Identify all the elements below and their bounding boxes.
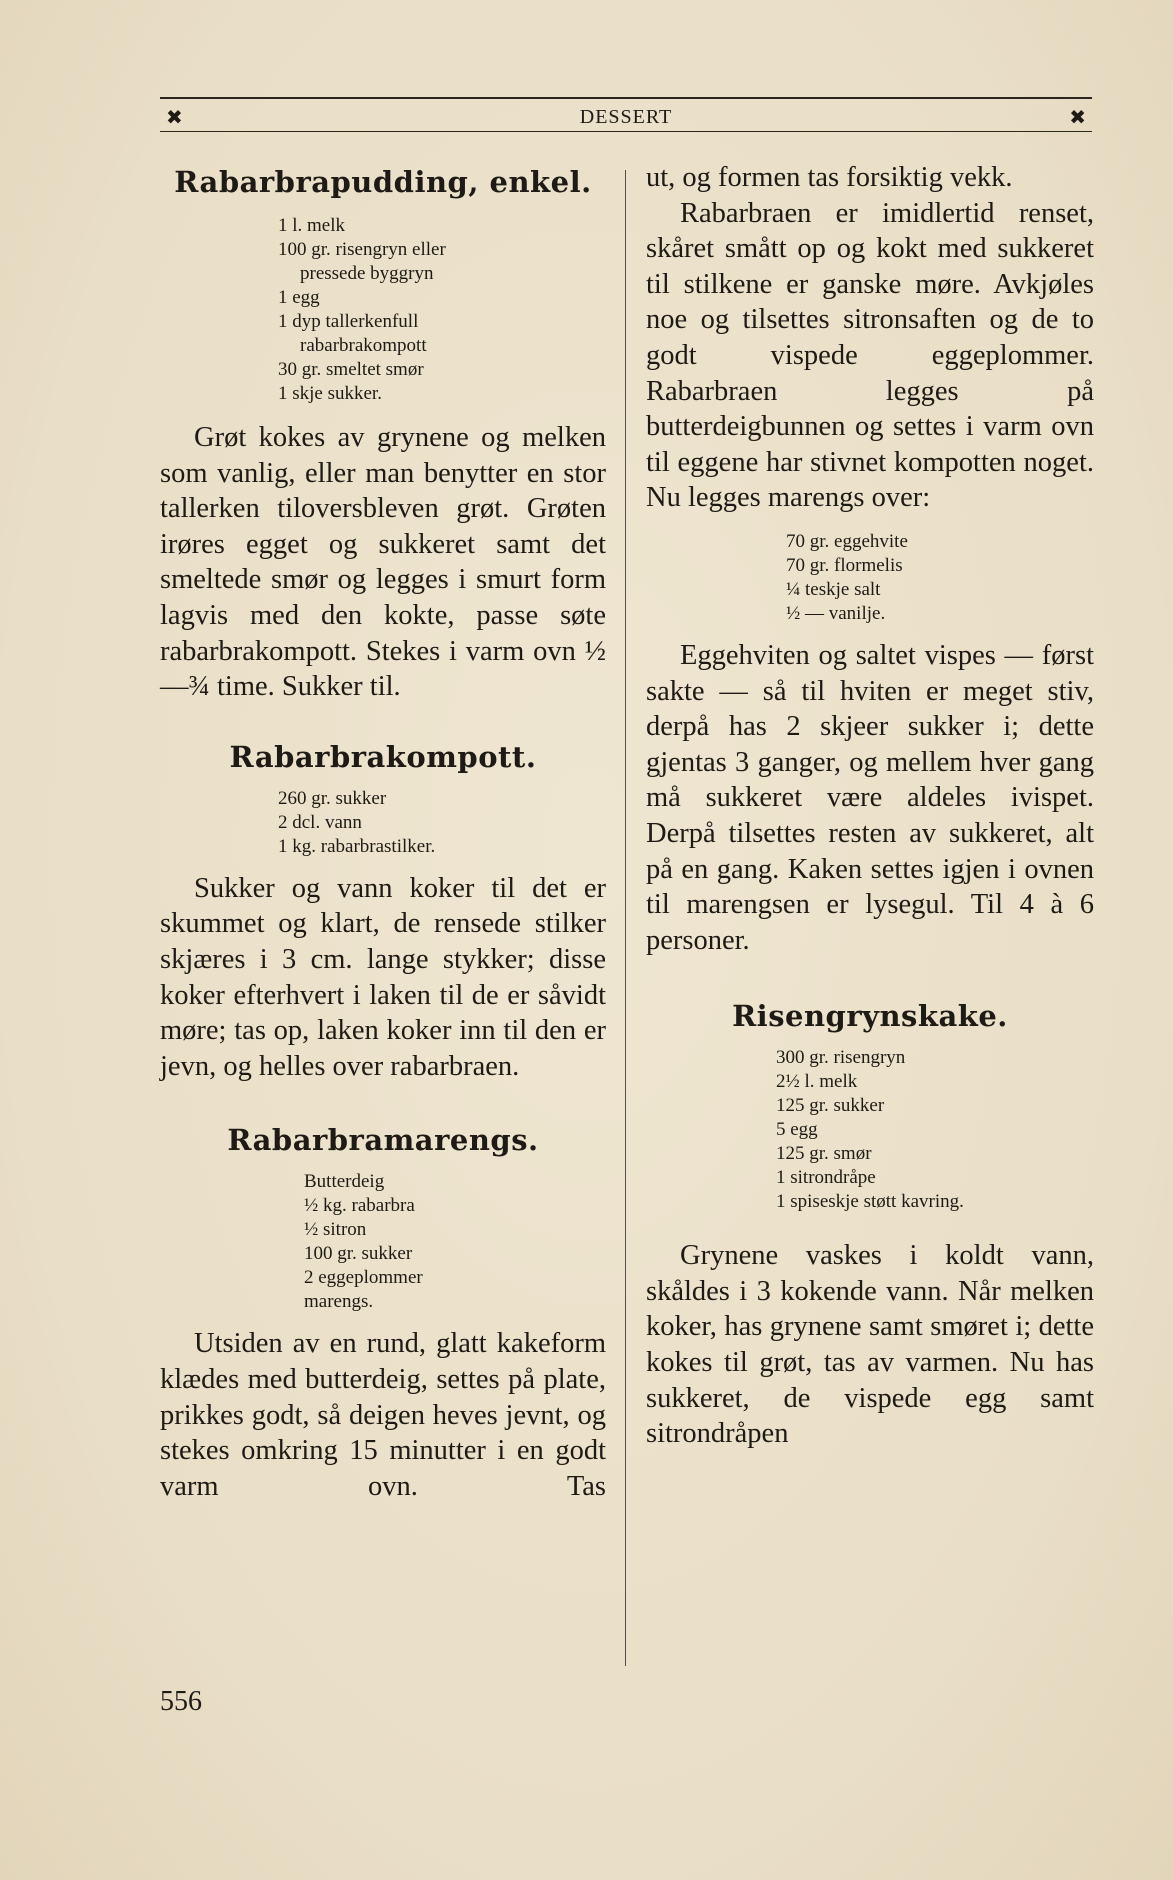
- ingredient: marengs.: [304, 1291, 374, 1313]
- recipe-text: Rabarbraen er imidlertid renset, skåret smått op og kokt med sukkeret til stilkene er ganske møre. Avkjøles noe og tilsettes sitronsaften og de to godt vispede eggeplommer. Rabarbraen legges på butterdeigbunnen og settes i varm ovn til eggene har stivnet kompotten noget. Nu legges marengs over:: [646, 197, 1094, 514]
- ingredient: 2½ l. melk: [776, 1071, 858, 1093]
- recipe-title: Rabarbrapudding, enkel.: [174, 165, 592, 199]
- ingredient: 1 sitrondråpe: [776, 1167, 876, 1189]
- ingredient: 1 spiseskje støtt kavring.: [776, 1191, 964, 1213]
- running-header: [160, 104, 1092, 130]
- recipe-text: Eggehviten og saltet vispes — først sakte — så til hviten er meget stiv, derpå has 2 skjeer sukker i; dette gjentas 3 ganger, og mellem hver gang må sukkeret være aldeles ivispet. Derpå tilsettes resten av sukkeret, alt på en gang. Kaken settes igjen i ovnen til marengsen er lysegul. Til 4 à 6 personer.: [646, 639, 1094, 956]
- ingredient-list: [304, 1170, 606, 1314]
- ornament-left: ✖: [166, 105, 183, 129]
- ingredient: 125 gr. sukker: [776, 1095, 885, 1117]
- header-rule-top: [160, 97, 1092, 99]
- ingredient-list: [278, 214, 606, 406]
- ingredient: 2 eggeplommer: [304, 1267, 423, 1289]
- ingredient: 70 gr. eggehvite: [786, 530, 908, 552]
- ingredient: 125 gr. smør: [776, 1143, 872, 1165]
- ingredient: 1 dyp tallerkenfull: [278, 311, 419, 332]
- continued-text: ut, og formen tas forsiktig vekk.: [646, 162, 1013, 193]
- ingredient: 100 gr. risengryn eller: [278, 239, 446, 260]
- right-column: [646, 160, 1094, 1452]
- ingredient: 1 egg: [278, 287, 320, 308]
- page-number: 556: [160, 1686, 202, 1717]
- recipe-text: Sukker og vann koker til det er skummet og klart, de rensede stilker skjæres i 3 cm. lange stykker; disse koker efterhvert i laken til de er såvidt møre; tas op, laken koker inn til den er jevn, og helles over rabarbraen.: [160, 872, 606, 1082]
- ingredient: 1 skje sukker.: [278, 383, 382, 404]
- ingredient: ¼ teskje salt: [786, 578, 881, 600]
- ingredient: ½ kg. rabarbra: [304, 1195, 415, 1217]
- ingredient: pressede byggryn: [300, 263, 434, 284]
- ingredient: rabarbrakompott: [300, 335, 427, 356]
- recipe-title: Rabarbrakompott.: [229, 739, 537, 774]
- ingredient: 1 l. melk: [278, 215, 346, 236]
- ingredient: 2 dcl. vann: [278, 811, 362, 833]
- recipe-title: Rabarbramarengs.: [227, 1123, 539, 1158]
- ingredient-list: [786, 530, 1094, 626]
- ingredient: ½ sitron: [304, 1219, 367, 1241]
- recipe-text: Grynene vaskes i koldt vann, skåldes i 3 kokende vann. Når melken koker, has grynene samt smøret i; dette kokes til grøt, tas av varmen. Nu has sukkeret, de vispede egg samt sitrondråpen: [646, 1240, 1094, 1450]
- ingredient-list: [278, 787, 606, 859]
- header-rule-bottom: [160, 131, 1092, 132]
- ingredient: 100 gr. sukker: [304, 1243, 413, 1265]
- ingredient: 1 kg. rabarbrastilker.: [278, 835, 436, 857]
- recipe-text: Utsiden av en rund, glatt kakeform klædes med butterdeig, settes på plate, prikkes godt, så deigen heves jevnt, og stekes omkring 15 minutter i en godt varm ovn. Tas: [160, 1328, 606, 1502]
- ingredient: 30 gr. smeltet smør: [278, 359, 424, 380]
- ingredient: 5 egg: [776, 1119, 818, 1141]
- ingredient: Butterdeig: [304, 1171, 385, 1193]
- left-column: [160, 160, 606, 1504]
- recipe-text: Grøt kokes av grynene og melken som vanlig, eller man benytter en stor tallerken tiloversbleven grøt. Grøten irøres egget og sukkeret samt det smeltede smør og legges i smurt form lagvis med den kokte, passe søte rabarbrakompott. Stekes i varm ovn ½—¾ time. Sukker til.: [160, 422, 606, 703]
- column-divider: [625, 170, 626, 1666]
- ornament-right: ✖: [1069, 105, 1086, 129]
- section-title: DESSERT: [579, 106, 673, 128]
- ingredient: ½ — vanilje.: [786, 602, 886, 624]
- ingredient-list: [776, 1046, 1094, 1214]
- recipe-title: Risengrynskake.: [732, 999, 1008, 1034]
- ingredient: 300 gr. risengryn: [776, 1047, 906, 1069]
- ingredient: 70 gr. flormelis: [786, 554, 903, 576]
- ingredient: 260 gr. sukker: [278, 787, 387, 809]
